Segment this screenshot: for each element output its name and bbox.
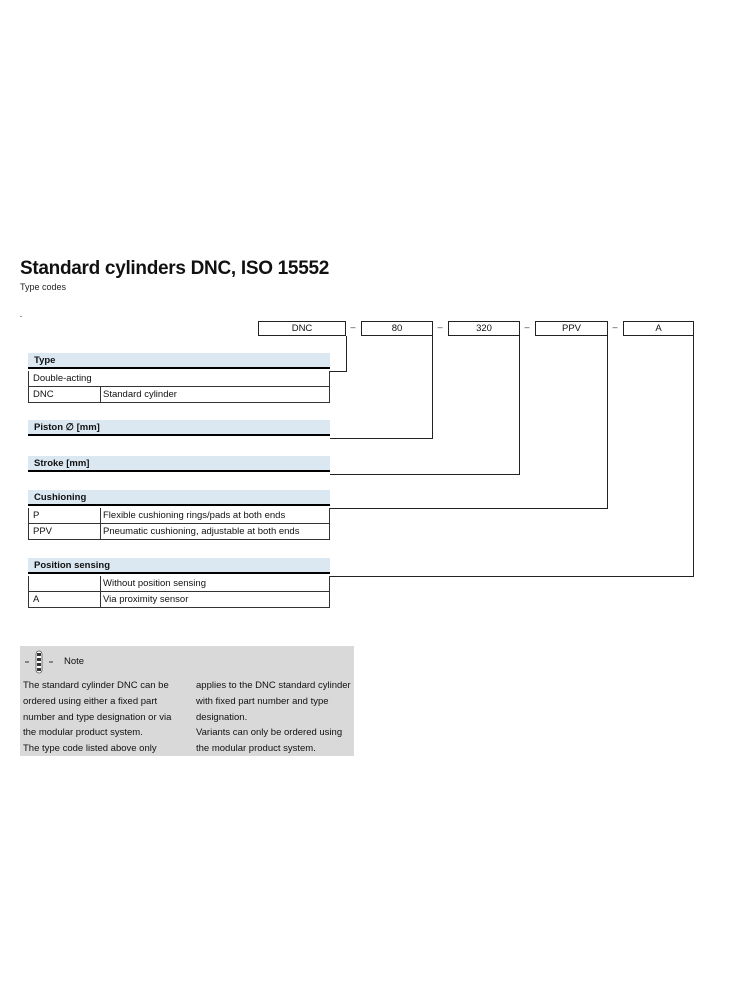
code-segment-piston: 80 [361, 321, 433, 336]
section-header-type [28, 353, 330, 369]
connector-cushioning [330, 336, 608, 509]
code-cell: P [33, 510, 40, 521]
note-line: the modular product system. [196, 743, 316, 755]
table-row [28, 387, 330, 403]
code-separator: – [612, 322, 618, 332]
code-separator: – [524, 322, 530, 332]
code-cell: DNC [33, 389, 54, 400]
description-cell: Without position sensing [103, 578, 206, 589]
section-title: Position sensing [34, 560, 111, 571]
code-cell: A [33, 594, 40, 605]
connector-piston [330, 336, 433, 439]
table-row [28, 371, 330, 387]
note-label: Note [64, 656, 85, 667]
table-row [28, 524, 330, 540]
note-line: Variants can only be ordered using [196, 727, 343, 739]
description-cell: Pneumatic cushioning, adjustable at both ends [103, 526, 300, 537]
note-line: designation. [196, 711, 248, 723]
column-divider [100, 576, 101, 591]
table-row [28, 576, 330, 592]
note-line: The standard cylinder DNC can be [23, 680, 169, 691]
page-title: Standard cylinders DNC, ISO 15552 [20, 258, 329, 279]
section-header-position-sensing [28, 558, 330, 574]
column-divider [100, 508, 101, 523]
note-line: ordered using either a fixed part [23, 695, 158, 707]
table-row [28, 508, 330, 524]
code-separator: – [437, 322, 443, 332]
page-subtitle: Type codes [20, 282, 67, 292]
note-icon [24, 650, 58, 674]
code-segment-cushioning: PPV [535, 321, 608, 336]
section-title: Type [34, 355, 56, 366]
description-cell: Flexible cushioning rings/pads at both ends [103, 510, 286, 521]
note-line: number and type designation or via [23, 711, 172, 723]
column-divider [100, 524, 101, 539]
code-cell: PPV [33, 526, 53, 537]
section-header-cushioning [28, 490, 330, 506]
connector-position-sensing [330, 336, 694, 577]
section-title: Stroke [mm] [34, 458, 90, 469]
code-segment-stroke: 320 [448, 321, 520, 336]
section-title: Piston ∅ [mm] [34, 422, 100, 433]
note-line: The type code listed above only [23, 743, 157, 755]
note-text-column-2 [196, 678, 351, 757]
section-title: Cushioning [34, 492, 87, 503]
connector-type [330, 336, 347, 372]
code-segment-type: DNC [258, 321, 346, 336]
description-cell: Via proximity sensor [103, 594, 189, 605]
section-header-piston [28, 420, 330, 436]
note-box [20, 646, 354, 756]
note-line: applies to the DNC standard cylinder [196, 680, 351, 691]
note-line: with fixed part number and type [196, 695, 329, 707]
group-label: Double-acting [33, 373, 92, 384]
table-row [28, 592, 330, 608]
code-segment-position-sensing: A [623, 321, 694, 336]
note-line: the modular product system. [23, 727, 143, 739]
code-separator: – [350, 322, 356, 332]
connector-stroke [330, 336, 520, 475]
section-header-stroke [28, 456, 330, 472]
column-divider [100, 592, 101, 607]
description-cell: Standard cylinder [103, 389, 177, 400]
column-divider [100, 387, 101, 402]
note-text-column-1 [23, 678, 171, 757]
